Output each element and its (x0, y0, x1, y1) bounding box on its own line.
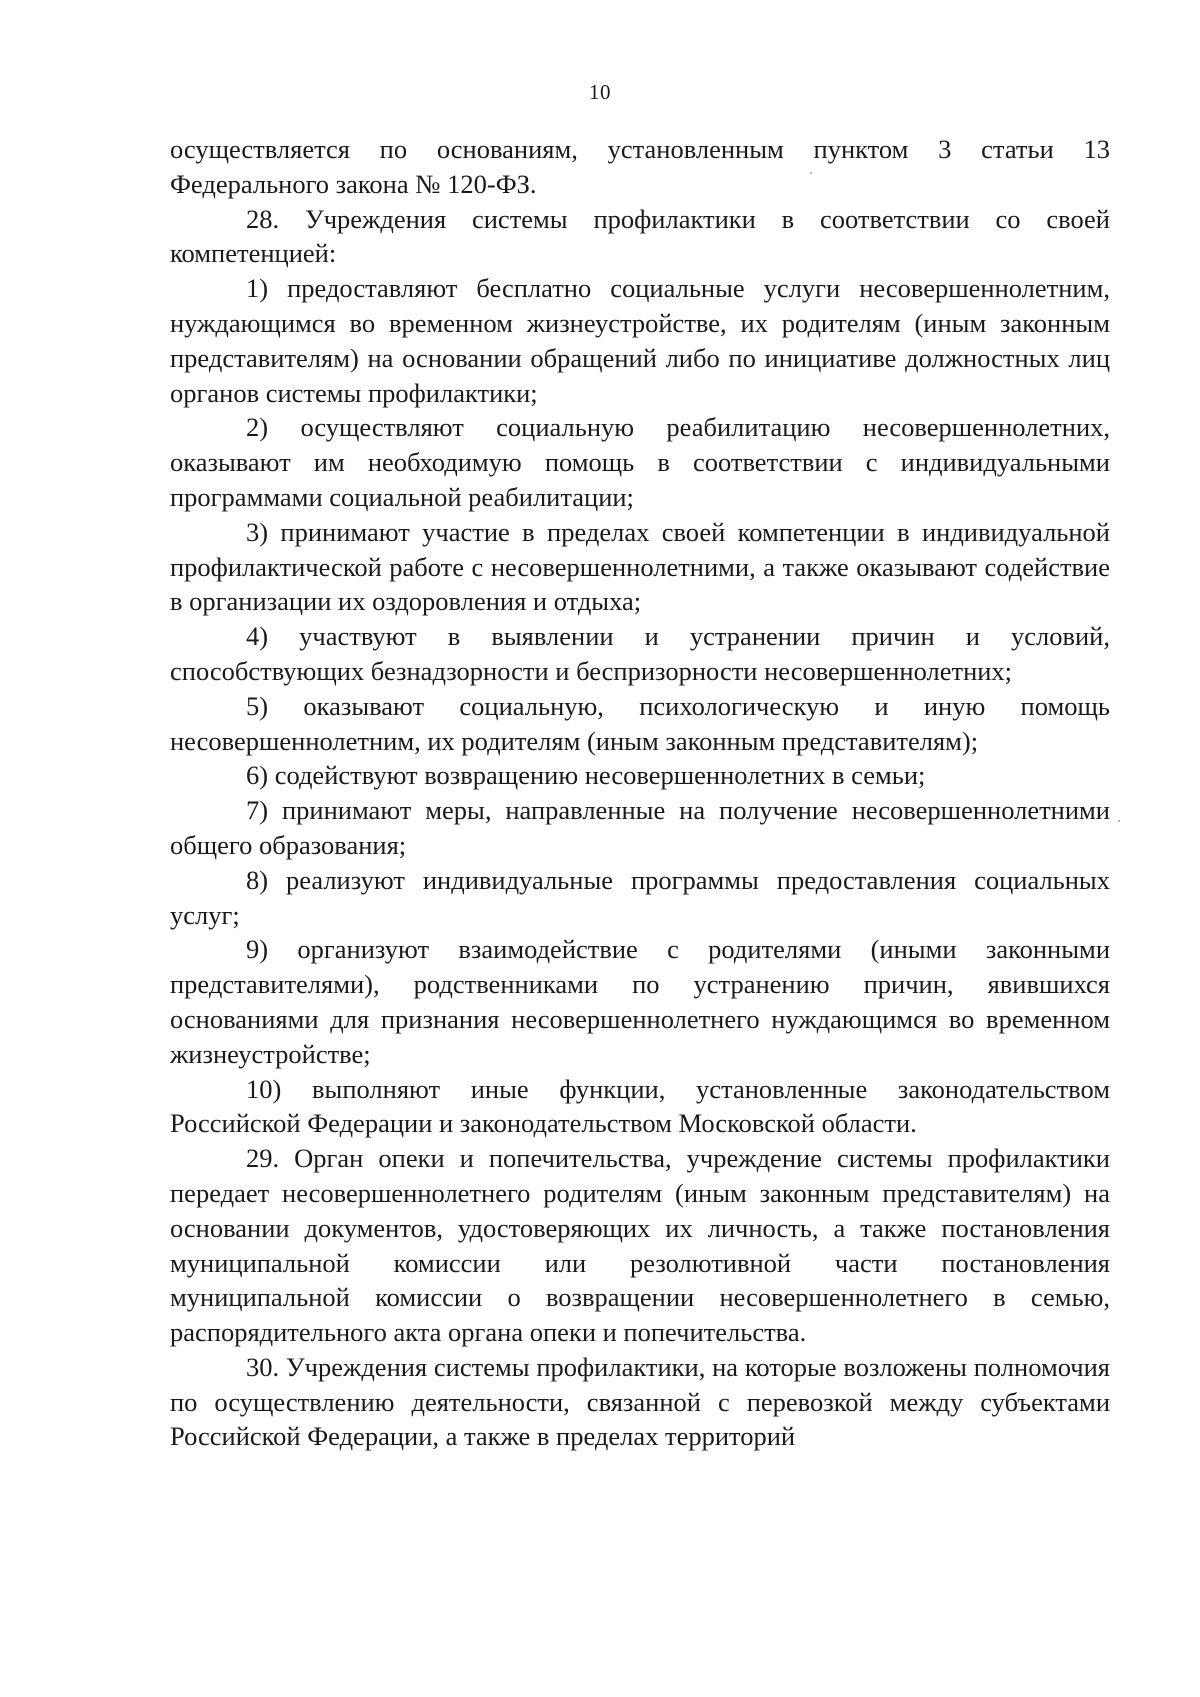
page-number: 10 (589, 80, 611, 104)
scan-speck (810, 172, 812, 174)
list-item-3: 3) принимают участие в пределах своей компетенции в индивидуальной профилактической работе с несовершеннолетними, а также оказывают содействие в организации их оздоровления и отдыха; (170, 516, 1110, 617)
list-item-10: 10) выполняют иные функции, установленные законодательством Российской Федерации и законодательством Московской области. (170, 1073, 1110, 1139)
paragraph-item-30: 30. Учреждения системы профилактики, на которые возложены полномочия по осуществлению деятельности, связанной с перевозкой между субъектами Российской Федерации, а также в пределах территорий (170, 1351, 1110, 1452)
list-item-4: 4) участвуют в выявлении и устранении причин и условий, способствующих безнадзорности и беспризорности несовершеннолетних; (170, 621, 1110, 686)
paragraph-continuation: осуществляется по основаниям, установленным пунктом 3 статьи 13 Федерального закона № 120-ФЗ. (170, 134, 1110, 199)
list-item-7: 7) принимают меры, направленные на получение несовершеннолетними общего образования; (170, 795, 1110, 860)
list-item-8: 8) реализуют индивидуальные программы предоставления социальных услуг; (170, 864, 1110, 930)
paragraph-item-28: 28. Учреждения системы профилактики в соответствии со своей компетенцией: (170, 203, 1110, 269)
paragraph-item-29: 29. Орган опеки и попечительства, учреждение системы профилактики передает несовершеннолетнего родителям (иным законным представителям) на основании документов, удостоверяющих их личность, а также постановления муниципальной комиссии или резолютивной части постановления муниципальной комиссии о возвращении несовершеннолетнего в семью, распорядительного акта органа опеки и попечительства. (170, 1143, 1110, 1348)
scan-speck (1118, 820, 1120, 822)
list-item-5: 5) оказывают социальную, психологическую и иную помощь несовершеннолетним, их родителям (иным законным представителям); (170, 690, 1110, 756)
list-item-6: 6) содействуют возвращению несовершеннолетних в семьи; (246, 760, 926, 791)
list-item-9: 9) организуют взаимодействие с родителями (иными законными представителями), родственниками по устранению причин, явившихся основаниями для признания несовершеннолетнего нуждающимся во временном жизнеустройстве; (170, 934, 1110, 1069)
list-item-2: 2) осуществляют социальную реабилитацию несовершеннолетних, оказывают им необходимую помощь в соответствии с индивидуальными программами социальной реабилитации; (170, 412, 1110, 512)
document-body (170, 132, 1110, 1454)
list-item-1: 1) предоставляют бесплатно социальные услуги несовершеннолетним, нуждающимся во временном жизнеустройстве, их родителям (иным законным представителям) на основании обращений либо по инициативе должностных лиц органов системы профилактики; (170, 273, 1110, 408)
